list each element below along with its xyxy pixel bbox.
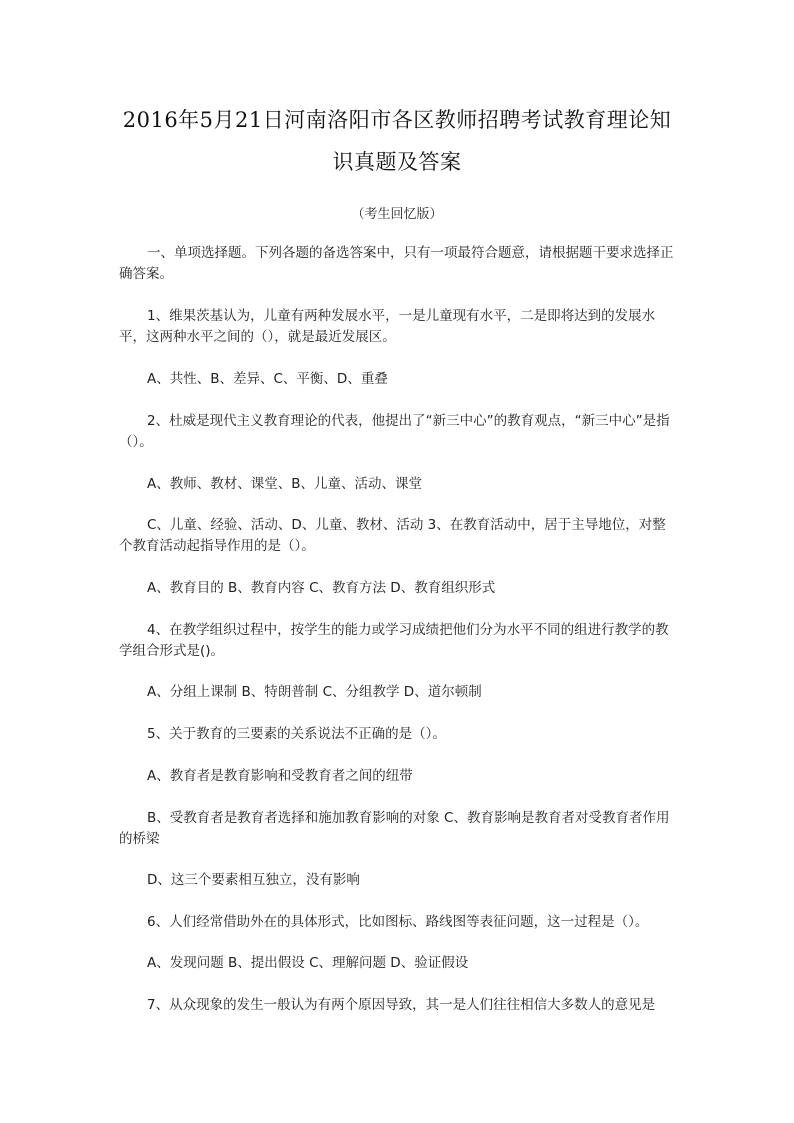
question-6: 6、人们经常借助外在的具体形式，比如图标、路线图等表征问题，这一过程是（）。 bbox=[147, 914, 649, 930]
question-6-options: A、发现问题 B、提出假设 C、理解问题 D、验证假设 bbox=[147, 955, 469, 971]
question-2: 2、杜威是现代主义教育理论的代表，他提出了“新三中心”的教育观点，“新三中心”是指（）。 bbox=[119, 413, 670, 450]
document-subtitle: （考生回忆版） bbox=[351, 207, 443, 222]
question-4: 4、在教学组织过程中，按学生的能力或学习成绩把他们分为水平不同的组进行教学的教学组合形式是()。 bbox=[119, 622, 669, 659]
document-title-line-1: 2016年5月21日河南洛阳市各区教师招聘考试教育理论知 bbox=[122, 108, 672, 132]
question-3-options: A、教育目的 B、教育内容 C、教育方法 D、教育组织形式 bbox=[147, 580, 496, 596]
document-title-line-2: 识真题及答案 bbox=[332, 150, 462, 174]
question-7: 7、从众现象的发生一般认为有两个原因导致，其一是人们往往相信大多数人的意见是 bbox=[147, 997, 656, 1013]
section-intro: 一、单项选择题。下列各题的备选答案中，只有一项最符合题意，请根据题干要求选择正确答案。 bbox=[119, 245, 674, 282]
question-5-options-bc: B、受教育者是教育者选择和施加教育影响的对象 C、教育影响是教育者对受教育者作用的桥梁 bbox=[119, 810, 670, 847]
question-5: 5、关于教育的三要素的关系说法不正确的是（）。 bbox=[147, 726, 446, 742]
question-2-options-ab: A、教师、教材、课堂、B、儿童、活动、课堂 bbox=[147, 476, 422, 492]
question-1-options: A、共性、B、差异、C、平衡、D、重叠 bbox=[147, 371, 388, 387]
question-1: 1、维果茨基认为，儿童有两种发展水平，一是儿童现有水平，二是即将达到的发展水平，这两种水平之间的（），就是最近发展区。 bbox=[119, 308, 656, 345]
question-4-options: A、分组上课制 B、特朗普制 C、分组教学 D、道尔顿制 bbox=[147, 684, 482, 700]
question-5-option-d: D、这三个要素相互独立，没有影响 bbox=[147, 872, 360, 888]
question-2-options-cd-question-3: C、儿童、经验、活动、D、儿童、教材、活动 3、在教育活动中，居于主导地位，对整个教育活动起指导作用的是（）。 bbox=[119, 517, 666, 554]
question-5-option-a: A、教育者是教育影响和受教育者之间的纽带 bbox=[147, 768, 413, 784]
